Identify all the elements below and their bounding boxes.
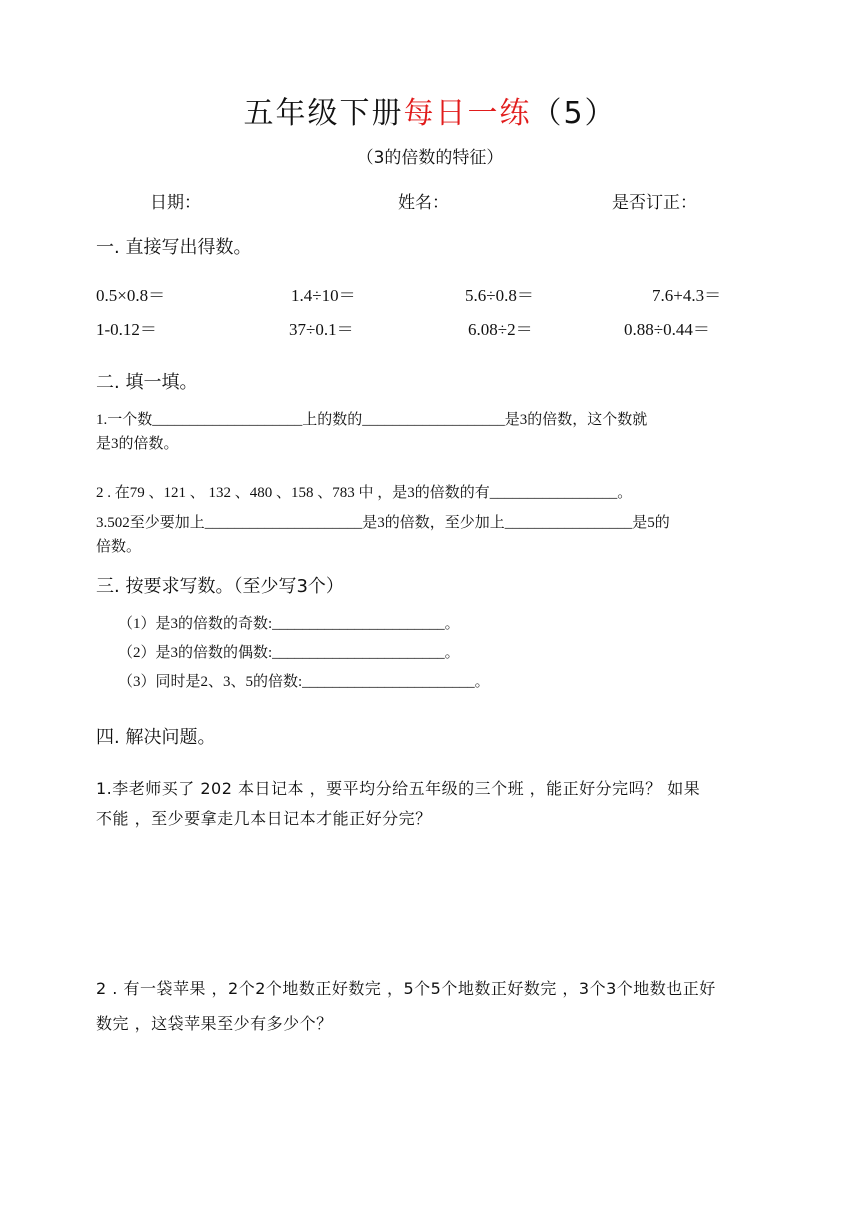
page-title [0,88,860,132]
question-2-1-line1: 1.一个数____________________上的数的___________________是3的倍数，这个数就 [96,412,648,428]
section-4-heading: 四. 解决问题。 [96,727,216,748]
title-grade: 五年级下册 [243,96,404,131]
calc-item: 1.4÷10＝ [291,286,356,305]
section-1-heading: 一. 直接写出得数。 [96,237,252,258]
calc-item: 37÷0.1＝ [289,320,354,339]
problem-2-line1: 2 . 有一袋苹果 ，2个2个地数正好数完 ，5个5个地数正好数完 ，3个3个地数也正好 [96,979,716,998]
problem-2-line2: 数完 ，这袋苹果至少有多少个？ [96,1014,333,1033]
date-label: 日期： [150,193,201,213]
question-2-3-line1: 3.502至少要加上_____________________是3的倍数，至少加上_________________是5的 [96,515,670,531]
calc-item: 6.08÷2＝ [468,320,533,339]
calc-item: 0.5×0.8＝ [96,286,166,305]
calc-item: 7.6+4.3＝ [652,286,722,305]
requirement-item: （3）同时是2、3、5的倍数:_______________________。 [118,674,490,690]
question-2-3-line2: 倍数。 [96,539,142,555]
requirement-item: （1）是3的倍数的奇数:_______________________。 [118,616,460,632]
title-daily-practice: 每日一练 [403,96,532,131]
question-2-1-line2: 是3的倍数。 [96,436,179,452]
section-3-heading: 三. 按要求写数。（至少写3个） [96,576,344,597]
name-label: 姓名： [398,193,449,213]
calc-item: 5.6÷0.8＝ [465,286,534,305]
page-subtitle: （3的倍数的特征） [356,148,504,168]
calc-item: 1-0.12＝ [96,320,157,339]
question-2-2: 2 . 在79 、121 、 132 、480 、158 、783 中 ，是3的倍数的有_________________。 [96,485,633,501]
title-number: （5） [531,96,617,131]
problem-1-line1: 1.李老师买了 202 本日记本 ，要平均分给五年级的三个班 ，能正好分完吗？ 如果 [96,779,701,798]
section-2-heading: 二. 填一填。 [96,372,198,393]
problem-1-line2: 不能 ，至少要拿走几本日记本才能正好分完？ [96,809,432,828]
calc-item: 0.88÷0.44＝ [624,320,710,339]
requirement-item: （2）是3的倍数的偶数:_______________________。 [118,645,460,661]
corrected-label: 是否订正： [612,193,697,213]
